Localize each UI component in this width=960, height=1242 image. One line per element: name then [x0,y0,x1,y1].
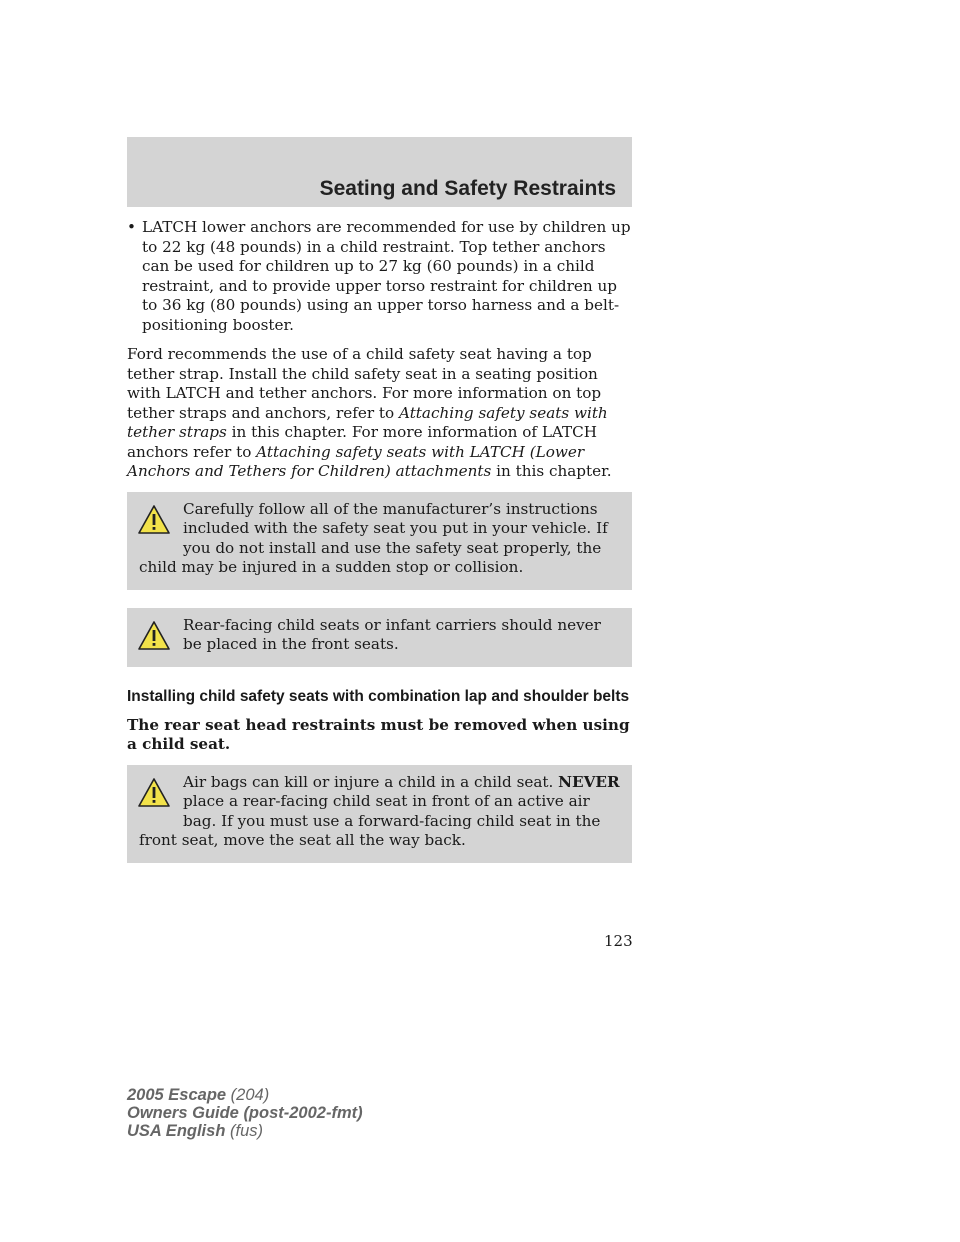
warning-text: Carefully follow all of the manufacturer’s instructions included with the safety seat you put in your vehicle. If you do not install and use the safety seat properly, the child may be injured in a sudden stop or collision. [139,499,608,576]
bullet-text: LATCH lower anchors are recommended for use by children up to 22 kg (48 pounds) in a child restraint. Top tether anchors can be used for children up to 27 kg (60 pounds) in a child restraint, and to provide upper torso restraint for children up to 36 kg (80 pounds) using an upper torso harness and a belt-positioning booster. [142,218,631,334]
chapter-title: Seating and Safety Restraints [319,177,616,200]
warning-text: Air bags can kill or injure a child in a child seat. [183,772,559,791]
reference-tether-straps: Attaching safety seats with tether straps [127,403,608,441]
warning-triangle-icon [137,504,171,540]
warning-text: Rear-facing child seats or infant carriers should never be placed in the front seats. [183,615,601,653]
page-number: 123 [604,932,633,950]
warning-box: Air bags can kill or injure a child in a child seat. NEVER place a rear-facing child seat in front of an active air bag. If you must use a forward-facing child seat in the front seat, move the seat all the way back. [127,765,632,863]
warning-triangle-icon [137,777,171,813]
page-content [127,218,632,881]
bullet-mark: • [127,218,136,236]
warning-box [127,492,632,590]
section-heading: Installing child safety seats with combination lap and shoulder belts [127,687,630,705]
document-footer: 2005 Escape (204) Owners Guide (post-2002-fmt) USA English (fus) [127,1086,363,1140]
bold-instruction: The rear seat head restraints must be removed when using a child seat. [127,715,630,753]
chapter-header-band [127,137,632,207]
emphasis-never: NEVER [558,772,620,791]
reference-latch-attachments: Attaching safety seats with LATCH (Lower Anchors and Tethers for Children) attachments [127,442,585,480]
bullet-item [127,218,632,335]
warning-triangle-icon [137,620,171,656]
paragraph-recommendation: Ford recommends the use of a child safety seat having a top tether strap. Install the child safety seat in a seating position with LATCH and tether anchors. For more information on top tether straps and anchors, refer to Attaching safety seats with tether straps in this chapter. For more information of LATCH anchors refer to Attaching safety seats with LATCH (Lower Anchors and Tethers for Children) attachments in this chapter. [127,345,612,480]
warning-box [127,608,632,667]
